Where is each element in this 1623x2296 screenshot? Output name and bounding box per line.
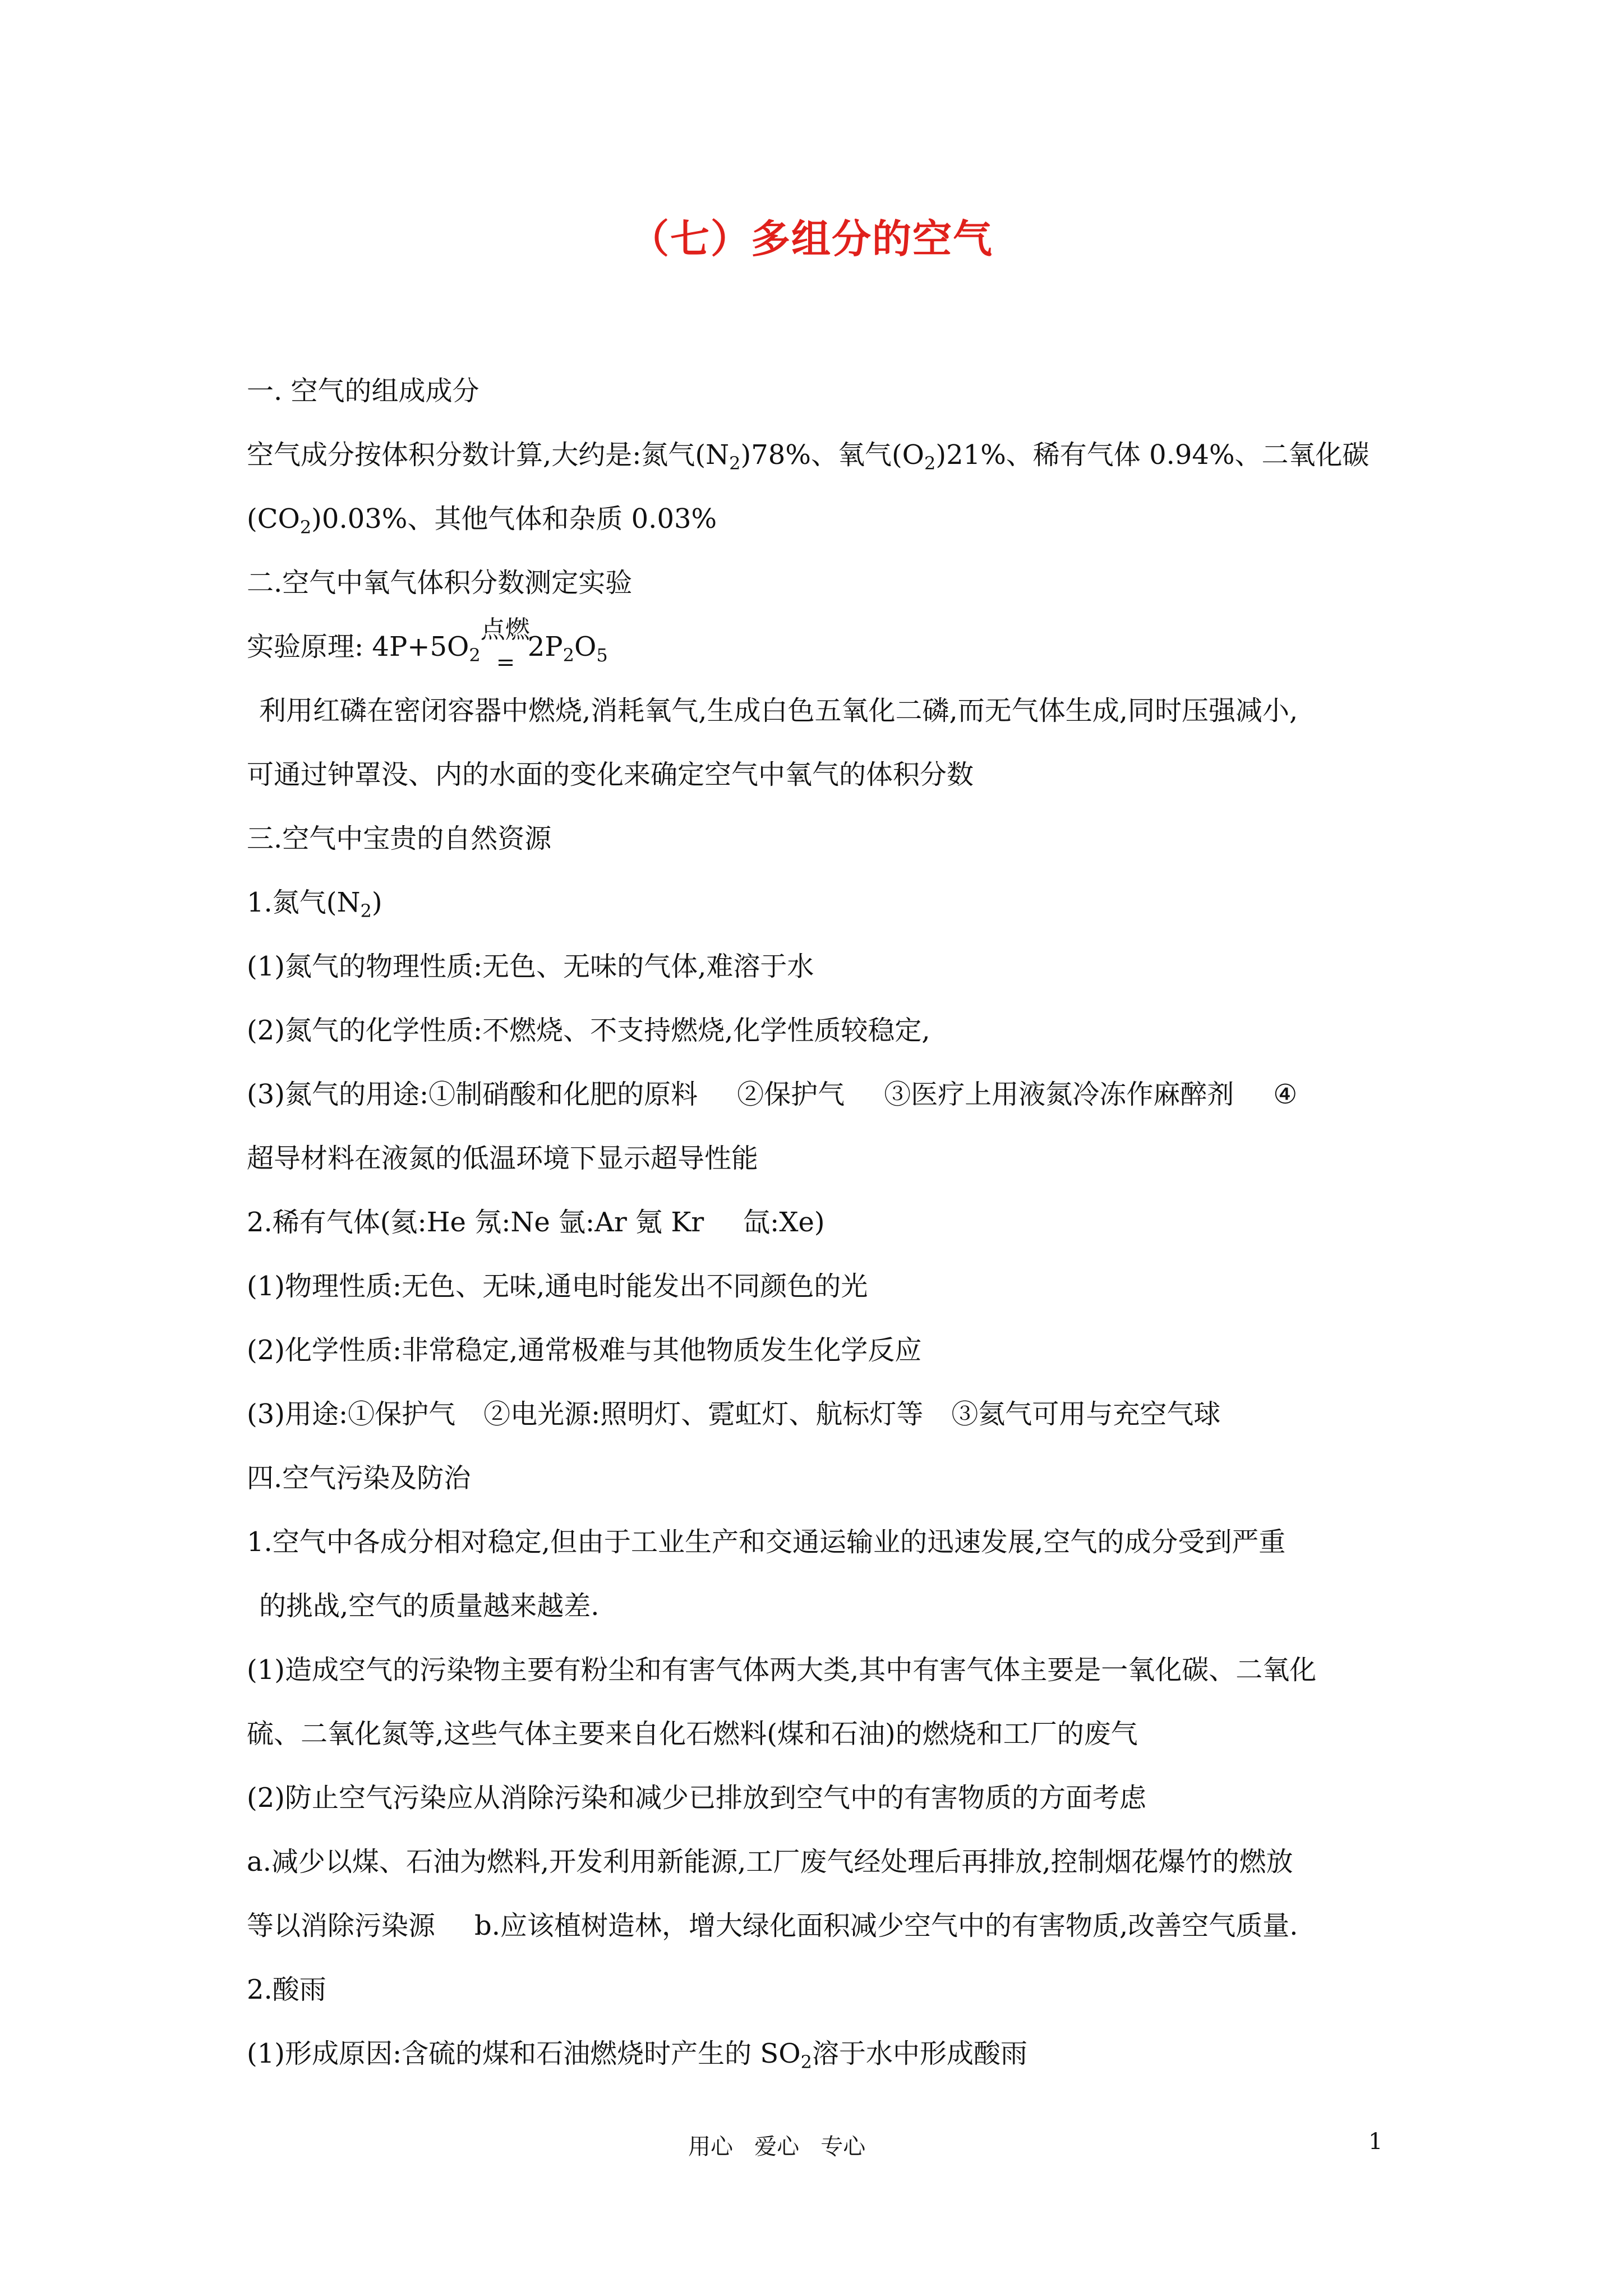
list-item: 超导材料在液氮的低温环境下显示超导性能 [247,1143,759,1174]
text-run: 溶于水中形成酸雨 [812,2038,1028,2069]
text-run: (3)氮气的用途:①制硝酸和化肥的原料 [247,1079,698,1110]
subscript: 2 [469,645,481,666]
section-heading-composition: 一. 空气的组成成分 [247,375,479,407]
subscript: 2 [924,453,936,474]
list-item: (1)氮气的物理性质:无色、无味的气体,难溶于水 [247,951,814,982]
subheading-acid-rain: 2.酸雨 [247,1974,326,2005]
list-item: (2)化学性质:非常稳定,通常极难与其他物质发生化学反应 [247,1335,922,1366]
text-run: ③医疗上用液氮冷冻作麻醉剂 [884,1079,1234,1110]
list-item: (2)氮气的化学性质:不燃烧、不支持燃烧,化学性质较稳定, [247,1015,930,1046]
paragraph-composition-1 [247,423,1391,487]
list-item [247,1062,1391,1126]
text-run: (3)用途:①保护气 [247,1398,456,1430]
chemical-equation [247,615,1391,679]
paragraph-prevention: (2)防止空气污染应从消除污染和减少已排放到空气中的有害物质的方面考虑 [247,1782,1146,1814]
text-run: (CO [247,503,300,535]
paragraph-measures-2 [247,1894,1391,1958]
paragraph-composition-2 [247,487,1391,551]
page-number: 1 [1368,2129,1383,2155]
text-run: 空气成分按体积分数计算,大约是:氮气(N [247,439,730,471]
subscript: 5 [596,645,608,666]
text-run: 2P [527,631,563,662]
paragraph-measures-1: a.减少以煤、石油为燃料,开发利用新能源,工厂废气经处理后再排放,控制烟花爆竹的燃放 [247,1846,1293,1878]
reaction-condition [480,615,530,675]
text-run: )0.03%、其他气体和杂质 0.03% [311,503,717,535]
subscript: 2 [360,900,372,922]
subscript: 2 [800,2051,813,2073]
text-run: 实验原理: 4P+5O [247,631,469,662]
text-run: ④ [1273,1079,1298,1110]
text-run: ③氦气可用与充空气球 [951,1398,1221,1430]
page-title: （七）多组分的空气 [630,216,993,262]
section-heading-pollution: 四.空气污染及防治 [247,1462,471,1494]
text-run: b.应该植树造林，增大绿化面积减少空气中的有害物质,改善空气质量. [474,1910,1298,1941]
text-run: 氙:Xe) [743,1207,825,1238]
paragraph-pollutants-1: (1)造成空气的污染物主要有粉尘和有害气体两大类,其中有害气体主要是一氧化碳、二氧化 [247,1654,1317,1686]
text-run: (1)形成原因:含硫的煤和石油燃烧时产生的 SO [247,2038,801,2069]
equals-sign: = [496,649,515,675]
paragraph-pollution-2: 的挑战,空气的质量越来越差. [259,1590,600,1622]
text-run: ) [371,887,382,918]
list-item [247,2022,1391,2086]
text-run: O [574,631,597,662]
subheading-nitrogen [247,871,1391,935]
paragraph-experiment-1: 利用红磷在密闭容器中燃烧,消耗氧气,生成白色五氧化二磷,而无气体生成,同时压强减小, [259,695,1298,726]
condition-label: 点燃 [480,615,530,644]
section-heading-oxygen-experiment: 二.空气中氧气体积分数测定实验 [247,567,633,599]
text-run: ②电光源:照明灯、霓虹灯、航标灯等 [483,1398,924,1430]
subheading-rare-gases [247,1190,1391,1254]
paragraph-experiment-2: 可通过钟罩没、内的水面的变化来确定空气中氧气的体积分数 [247,759,974,790]
subscript: 2 [299,517,312,538]
subscript: 2 [729,453,741,474]
text-run: 等以消除污染源 [247,1910,436,1941]
paragraph-pollution-1: 1.空气中各成分相对稳定,但由于工业生产和交通运输业的迅速发展,空气的成分受到严重 [247,1526,1286,1558]
section-heading-resources: 三.空气中宝贵的自然资源 [247,823,552,854]
list-item [247,1382,1391,1446]
text-run: )21%、稀有气体 0.94%、二氧化碳 [935,439,1370,471]
document-body [247,359,1391,2086]
paragraph-pollutants-2: 硫、二氧化氮等,这些气体主要来自化石燃料(煤和石油)的燃烧和工厂的废气 [247,1718,1138,1750]
text-run: 2.稀有气体(氦:He 氖:Ne 氩:Ar 氪 Kr [247,1207,704,1238]
text-run: 1.氮气(N [247,887,361,918]
text-run: )78%、氧气(O [740,439,925,471]
footer-motto: 用心 爱心 专心 [688,2134,866,2160]
text-run: ②保护气 [737,1079,845,1110]
subscript: 2 [562,645,574,666]
list-item: (1)物理性质:无色、无味,通电时能发出不同颜色的光 [247,1271,868,1302]
